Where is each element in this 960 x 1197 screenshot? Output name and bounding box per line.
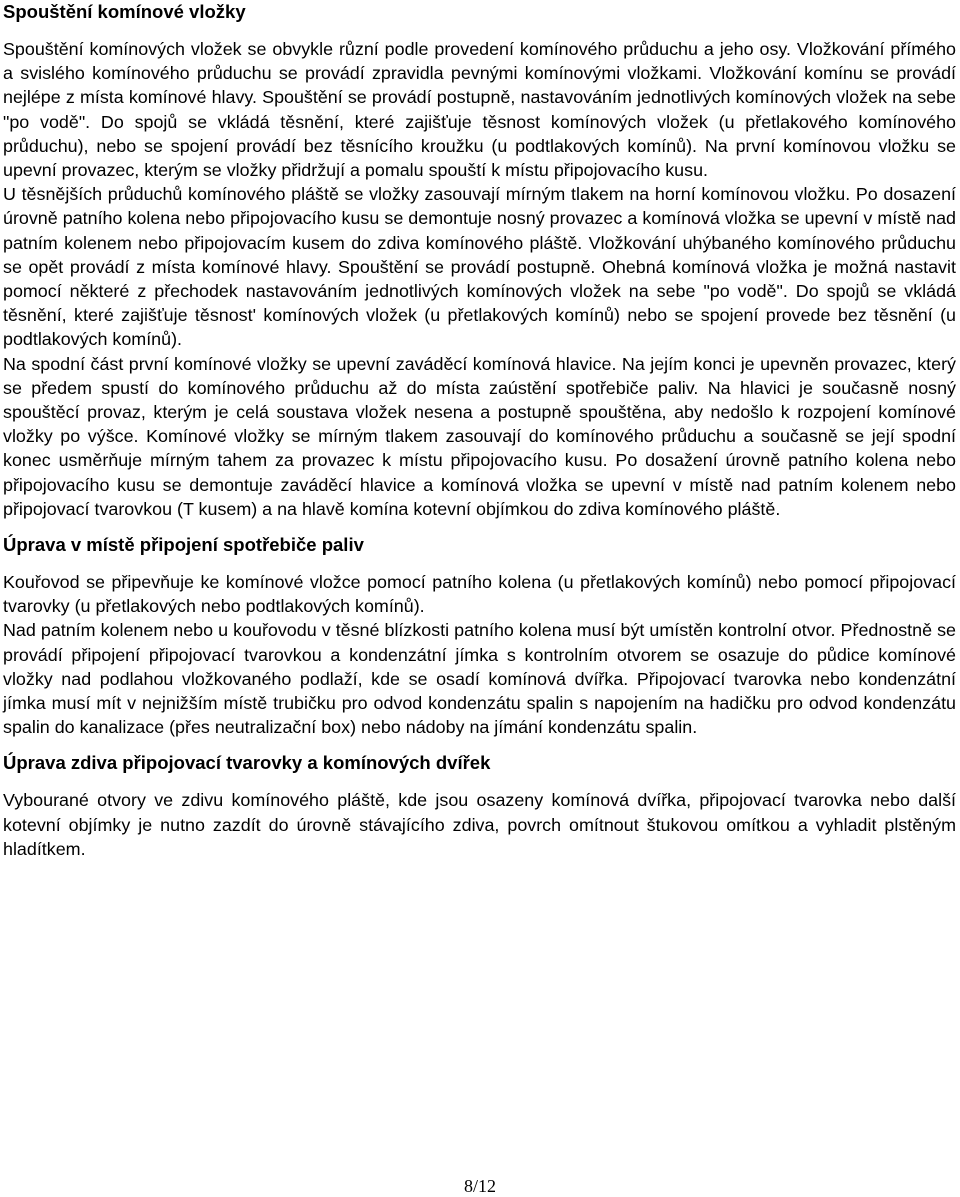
section-heading-masonry-adjustment: Úprava zdiva připojovací tvarovky a komínových dvířek — [3, 752, 491, 774]
paragraph: Kouřovod se připevňuje ke komínové vložce pomocí patního kolena (u přetlakových komínů) nebo pomocí připojovací tvarovky (u přetlakových nebo podtlakových komínů). — [3, 572, 956, 617]
section-heading-chimney-liner-lowering: Spouštění komínové vložky — [3, 1, 246, 22]
paragraph: Vybourané otvory ve zdivu komínového pláště, kde jsou osazeny komínová dvířka, připojovací tvarovka nebo další kotevní objímky je nutno zazdít do úrovně stávajícího zdiva, povrch omítnout štukovou omítkou a vyhladit plstěným hladítkem. — [3, 790, 956, 859]
page-number: 8/12 — [463, 1176, 496, 1196]
paragraph: Nad patním kolenem nebo u kouřovodu v těsné blízkosti patního kolena musí být umístěn kontrolní otvor. Přednostně se provádí připojení připojovací tvarovkou a kondenzátní jímka s kontrolním otvorem se osazuje do půdice komínové vložky nad podlahou vložkovaného podlaží, kde se osadí komínová dvířka. Připojovací tvarovka nebo kondenzátní jímka musí mít v nejnižším místě trubičku pro odvod kondenzátu spalin s napojením na hadičku pro odvod kondenzátu spalin do kanalizace (přes neutralizační box) nebo nádoby na jímání kondenzátu spalin. — [3, 620, 956, 738]
paragraph: Spouštění komínových vložek se obvykle různí podle provedení komínového průduchu a jeho osy. Vložkování přímého a svislého komínového průduchu se provádí zpravidla pevnými komínovými vložkami. Vložkování komínu se provádí nejlépe z místa komínové hlavy. Spouštění se provádí postupně, nastavováním jednotlivých komínových vložek na sebe "po vodě". Do spojů se vkládá těsnění, které zajišťuje těsnost komínových vložek (u přetlakového komínového průduchu), nebo se spojení provádí bez těsnícího kroužku (u podtlakových komínů). Na první komínovou vložku se upevní provazec, kterým se vložky přidržují a pomalu spouští k místu připojovacího kusu. — [3, 39, 956, 181]
section-heading-appliance-connection: Úprava v místě připojení spotřebiče paliv — [3, 534, 364, 556]
paragraph: Na spodní část první komínové vložky se upevní zaváděcí komínová hlavice. Na jejím konci je upevněn provazec, který se předem spustí do komínového průduchu až do místa zaústění spotřebiče paliv. Na hlavici je současně nosný spouštěcí provaz, kterým je celá soustava vložek nesena a postupně spouštěna, aby nedošlo k rozpojení komínové vložky po výšce. Komínové vložky se mírným tlakem zasouvají do komínového průduchu a současně se její spodní konec usměrňuje mírným tahem za provazec k místu připojovacího kusu. Po dosažení úrovně patního kolena nebo připojovacího kusu se demontuje zaváděcí hlavice a komínová vložka se upevní v místě nad patním kolenem nebo připojovací tvarovkou (T kusem) a na hlavě komína kotevní objímkou do zdiva komínového pláště. — [3, 353, 956, 519]
paragraph: U těsnějších průduchů komínového pláště se vložky zasouvají mírným tlakem na horní komínovou vložku. Po dosazení úrovně patního kolena nebo připojovacího kusu se demontuje nosný provazec a komínová vložka se upevní v místě nad patním kolenem nebo připojovacím kusem do zdiva komínového pláště. Vložkování uhýbaného komínového průduchu se opět provádí z místa komínové hlavy. Spouštění se provádí postupně. Ohebná komínová vložka je možná nastavit pomocí některé z přechodek nastavováním jednotlivých komínových vložek na sebe "po vodě". Do spojů se vkládá těsnění, které zajišťuje těsnost' komínových vložek (u přetlakových komínů) nebo se spojení provede bez těsnění (u podtlakových komínů). — [3, 184, 956, 350]
